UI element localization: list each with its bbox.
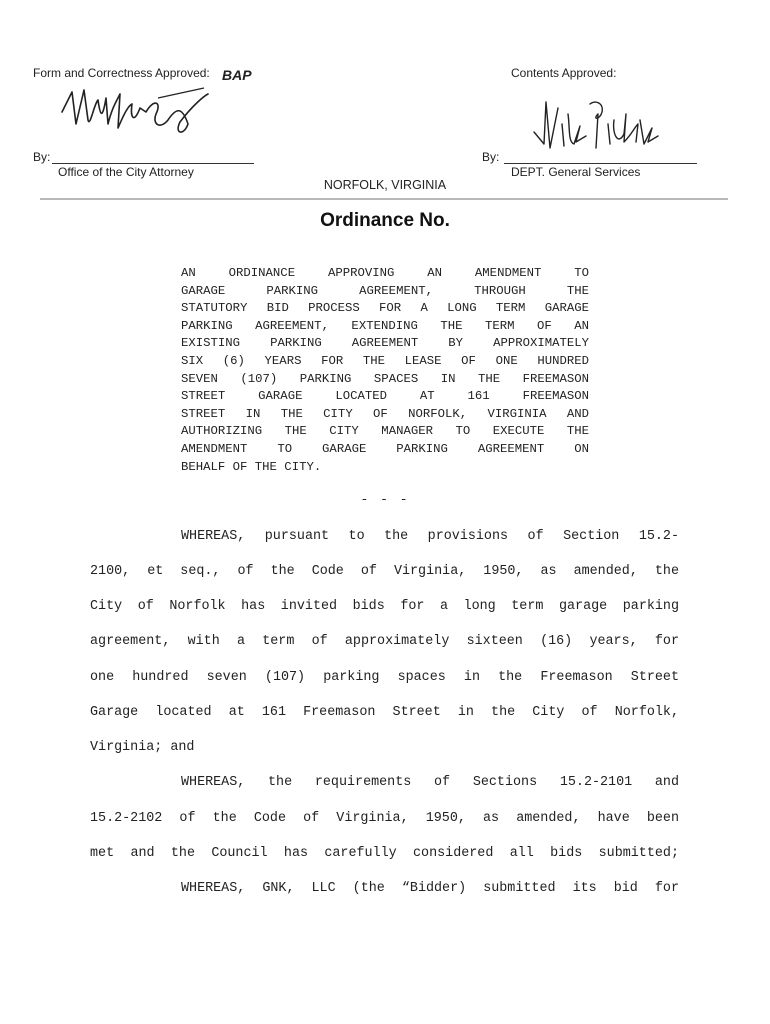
general-services-signature (528, 94, 664, 156)
caption-line: STREET IN THE CITY OF NORFOLK, VIRGINIA AND (181, 406, 589, 421)
caption-line: SIX (6) YEARS FOR THE LEASE OF ONE HUNDRED (181, 353, 589, 368)
by-label-left: By: (33, 150, 51, 164)
caption-line: PARKING AGREEMENT, EXTENDING THE TERM OF AN (181, 318, 589, 333)
signature-line-right (504, 163, 697, 164)
body-line: met and the Council has carefully considered all bids submitted; (90, 846, 679, 861)
section-separator: - - - (360, 492, 410, 507)
body-line: Virginia; and (90, 740, 195, 755)
caption-line: GARAGE PARKING AGREEMENT, THROUGH THE (181, 283, 589, 298)
body-line: Garage located at 161 Freemason Street in the City of Norfolk, (90, 705, 679, 720)
contents-approved-label: Contents Approved: (511, 66, 617, 80)
caption-line: STREET GARAGE LOCATED AT 161 FREEMASON (181, 389, 589, 404)
form-approved-initials: BAP (222, 67, 252, 83)
dept-general-services: DEPT. General Services (511, 165, 641, 179)
body-line: WHEREAS, the requirements of Sections 15.2-2101 and (181, 775, 679, 790)
body-line: one hundred seven (107) parking spaces in the Freemason Street (90, 670, 679, 685)
ordinance-title: Ordinance No. (320, 210, 450, 231)
caption-line: BEHALF OF THE CITY. (181, 459, 322, 474)
ordinance-caption (181, 265, 589, 476)
office-city-attorney: Office of the City Attorney (58, 165, 194, 179)
caption-line: STATUTORY BID PROCESS FOR A LONG TERM GARAGE (181, 301, 589, 316)
signature-line-left (52, 163, 254, 164)
body-line: WHEREAS, pursuant to the provisions of Section 15.2- (181, 529, 679, 544)
caption-line: AMENDMENT TO GARAGE PARKING AGREEMENT ON (181, 441, 589, 456)
body-line: WHEREAS, GNK, LLC (the “Bidder) submitted its bid for (181, 881, 679, 896)
caption-line: SEVEN (107) PARKING SPACES IN THE FREEMASON (181, 371, 589, 386)
by-label-right: By: (482, 150, 500, 164)
caption-line: AUTHORIZING THE CITY MANAGER TO EXECUTE THE (181, 424, 589, 439)
body-line: 15.2-2102 of the Code of Virginia, 1950, as amended, have been (90, 811, 679, 826)
body-line: City of Norfolk has invited bids for a long term garage parking (90, 599, 679, 614)
body-line: agreement, with a term of approximately sixteen (16) years, for (90, 634, 679, 649)
body-line: 2100, et seq., of the Code of Virginia, 1950, as amended, the (90, 564, 679, 579)
caption-line: EXISTING PARKING AGREEMENT BY APPROXIMATELY (181, 336, 589, 351)
city-attorney-signature (58, 84, 210, 142)
location-heading: NORFOLK, VIRGINIA (323, 178, 447, 192)
caption-line: AN ORDINANCE APPROVING AN AMENDMENT TO (181, 266, 589, 280)
header-divider (40, 198, 728, 200)
form-approved-label: Form and Correctness Approved: (33, 66, 210, 80)
